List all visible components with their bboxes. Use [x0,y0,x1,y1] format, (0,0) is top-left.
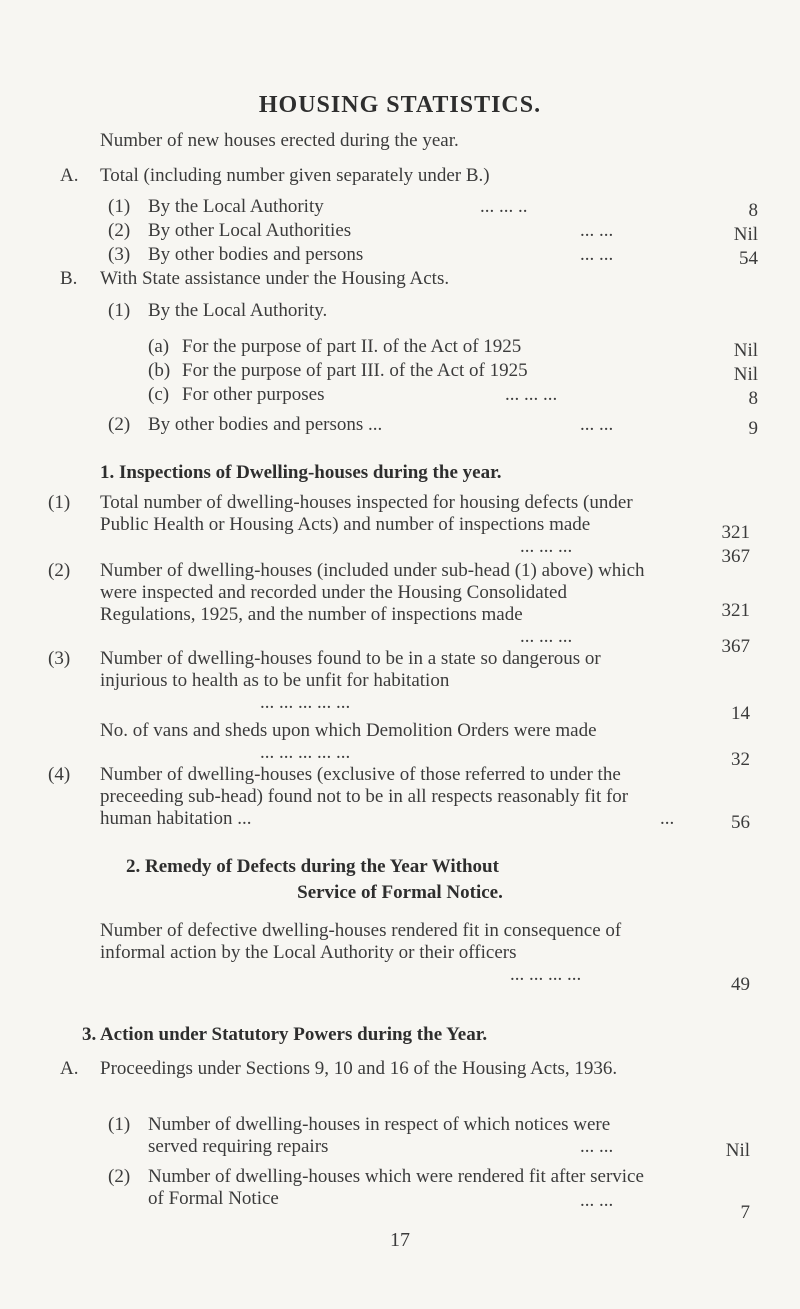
value-cell: Nil [725,1140,750,1161]
item-text: Number of dwelling-houses which were rendered fit after service of Formal Notice [148,1166,644,1209]
item-label: For other purposes [182,384,325,405]
item-marker: (2) [108,1166,131,1187]
item-text: Total number of dwelling-houses inspected for housing defects (under Public Health or Housing Acts) and number of inspections made [100,492,633,535]
item-text: Number of dwelling-houses (included under sub-head (1) above) which were inspected and recorded under the Housing Consolidated Regulations, 1925, and the number of inspections made [100,560,645,625]
state-assistance-label: With State assistance under the Housing Acts. [100,268,450,289]
section-3-text: Proceedings under Sections 9, 10 and 16 of the Housing Acts, 1936. [100,1058,618,1079]
item-label: By other bodies and persons [148,244,364,265]
item-text: Number of dwelling-houses in respect of which notices were served requiring repairs [148,1114,611,1157]
dot-leader: ... ... ... ... [510,964,582,985]
value-cell: 367 [721,636,750,657]
value-cell: 54 [739,248,758,269]
item-marker: (3) [48,648,71,669]
item-marker: (1) [48,492,71,513]
section-2-text: Number of defective dwelling-houses rendered fit in consequence of informal action by the Local Authority or their officers [100,920,622,963]
item-marker: (1) [108,196,131,217]
value-cell: 7 [740,1202,750,1223]
item-text: Number of dwelling-houses (exclusive of those referred to under the preceeding sub-head) found not to be in all respects reasonably fit for human habitation ... [100,764,629,829]
dot-leader: ... ... ... [520,626,573,647]
item-label: For the purpose of part II. of the Act of 1925 [182,336,522,357]
item-marker: (1) [108,1114,131,1135]
value-cell: 367 [721,546,750,567]
value-cell: 321 [721,522,750,543]
item-marker: (3) [108,244,131,265]
page-title: HOUSING STATISTICS. [258,92,542,118]
dot-leader: ... ... [580,220,614,241]
item-label: By the Local Authority. [148,300,328,321]
marker-A: A. [60,165,79,186]
item-text: Number of dwelling-houses found to be in a state so dangerous or injurious to health as to be unfit for habitation [100,648,601,691]
value-cell: 56 [731,812,750,833]
item-marker: (2) [108,414,131,435]
value-cell: Nil [733,340,758,361]
dot-leader: ... ... ... [520,536,573,557]
total-label: Total (including number given separately under B.) [100,165,490,186]
item-marker: (1) [108,300,131,321]
value-cell: 14 [731,703,750,724]
value-cell: 8 [748,388,758,409]
item-marker: (b) [148,360,171,381]
value-cell: Nil [733,364,758,385]
dot-leader: ... ... ... ... ... [260,692,351,713]
value-cell: 49 [731,974,750,995]
dot-leader: ... [660,808,675,829]
dot-leader: ... ... .. [480,196,528,217]
section-2-heading: 2. Remedy of Defects during the Year Without [126,856,499,877]
item-text: No. of vans and sheds upon which Demolition Orders were made [100,720,597,741]
item-label: By other Local Authorities [148,220,352,241]
item-marker: (c) [148,384,170,405]
item-label: For the purpose of part III. of the Act of 1925 [182,360,528,381]
item-marker: (a) [148,336,170,357]
dot-leader: ... ... [580,414,614,435]
item-marker: (2) [108,220,131,241]
dot-leader: ... ... [580,1136,614,1157]
item-marker: (4) [48,764,71,785]
item-label: By the Local Authority [148,196,324,217]
value-cell: Nil [733,224,758,245]
dot-leader: ... ... [580,1190,614,1211]
dot-leader: ... ... [580,244,614,265]
new-houses-heading: Number of new houses erected during the year. [100,130,459,151]
value-cell: 32 [731,749,750,770]
page-number: 17 [390,1229,410,1251]
section-3-heading: 3. Action under Statutory Powers during the Year. [82,1024,488,1045]
marker-A: A. [60,1058,79,1079]
section-1-heading: 1. Inspections of Dwelling-houses during the year. [100,462,502,483]
section-2-heading-line2: Service of Formal Notice. [297,882,503,903]
item-marker: (2) [48,560,71,581]
value-cell: 9 [748,418,758,439]
dot-leader: ... ... ... [505,384,558,405]
dot-leader: ... ... ... ... ... [260,742,351,763]
item-label: By other bodies and persons ... [148,414,383,435]
value-cell: 8 [748,200,758,221]
value-cell: 321 [721,600,750,621]
marker-B: B. [60,268,78,289]
